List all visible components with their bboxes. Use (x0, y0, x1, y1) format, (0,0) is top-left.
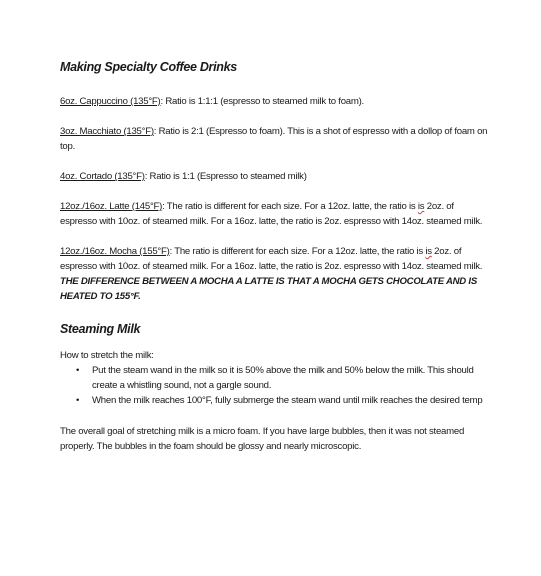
drink-cappuccino (60, 94, 490, 109)
list-item-text: Put the steam wand in the milk so it is 50% above the milk and 50% below the milk. This should create a whistling sound, not a gargle sound. (92, 365, 474, 391)
drink-name: 4oz. Cortado (135°F) (60, 171, 145, 182)
spellcheck-flag[interactable]: is (417, 201, 425, 212)
drink-name: 3oz. Macchiato (135°F) (60, 126, 154, 137)
document-page (60, 56, 490, 454)
list-item-text: When the milk reaches 100°F, fully submerge the steam wand until milk reaches the desired temp (92, 395, 483, 406)
steaming-summary: The overall goal of stretching milk is a micro foam. If you have large bubbles, then it was not steamed properly. The bubbles in the foam should be glossy and nearly microscopic. (60, 426, 465, 452)
bullet-icon: • (76, 395, 80, 406)
drink-description: : Ratio is 2:1 (Espresso to foam). This is a shot of espresso with a dollop of foam on top. (60, 126, 488, 152)
steaming-steps-list (60, 363, 490, 408)
list-item (76, 363, 490, 393)
drink-name: 12oz./16oz. Latte (145°F) (60, 201, 163, 212)
drink-description-part: : The ratio is different for each size. For a 12oz. latte, the ratio is (162, 201, 418, 212)
drink-name: 12oz./16oz. Mocha (155°F) (60, 246, 170, 257)
drink-latte (60, 199, 490, 229)
drink-macchiato (60, 124, 490, 154)
drink-description: : Ratio is 1:1:1 (espresso to steamed milk to foam). (160, 96, 364, 107)
drink-description-part: 2oz. of espresso with 10oz. of steamed milk. For a 16oz. latte, the ratio is 2oz. espresso with 14oz. steamed milk. (60, 201, 483, 227)
drink-description-part: 2oz. of espresso with 10oz. of steamed milk. For a 16oz. latte, the ratio is 2oz. espresso with 14oz. steamed milk. (60, 246, 483, 272)
page-title: Making Specialty Coffee Drinks (60, 60, 237, 74)
mocha-emphasis-note: THE DIFFERENCE BETWEEN A MOCHA A LATTE IS THAT A MOCHA GETS CHOCOLATE AND IS HEATED TO 155°F. (60, 276, 477, 302)
steaming-intro: How to stretch the milk: (60, 350, 154, 361)
section-heading-steaming-milk: Steaming Milk (60, 322, 141, 336)
drink-description-part: : The ratio is different for each size. For a 12oz. latte, the ratio is (169, 246, 426, 257)
drink-name: 6oz. Cappuccino (135°F) (60, 96, 161, 107)
drink-mocha (60, 244, 490, 304)
drink-description: : Ratio is 1:1 (Espresso to steamed milk) (144, 171, 307, 182)
spellcheck-flag[interactable]: is (425, 246, 432, 257)
list-item (76, 393, 490, 408)
drink-cortado (60, 169, 490, 184)
bullet-icon: • (76, 365, 80, 376)
